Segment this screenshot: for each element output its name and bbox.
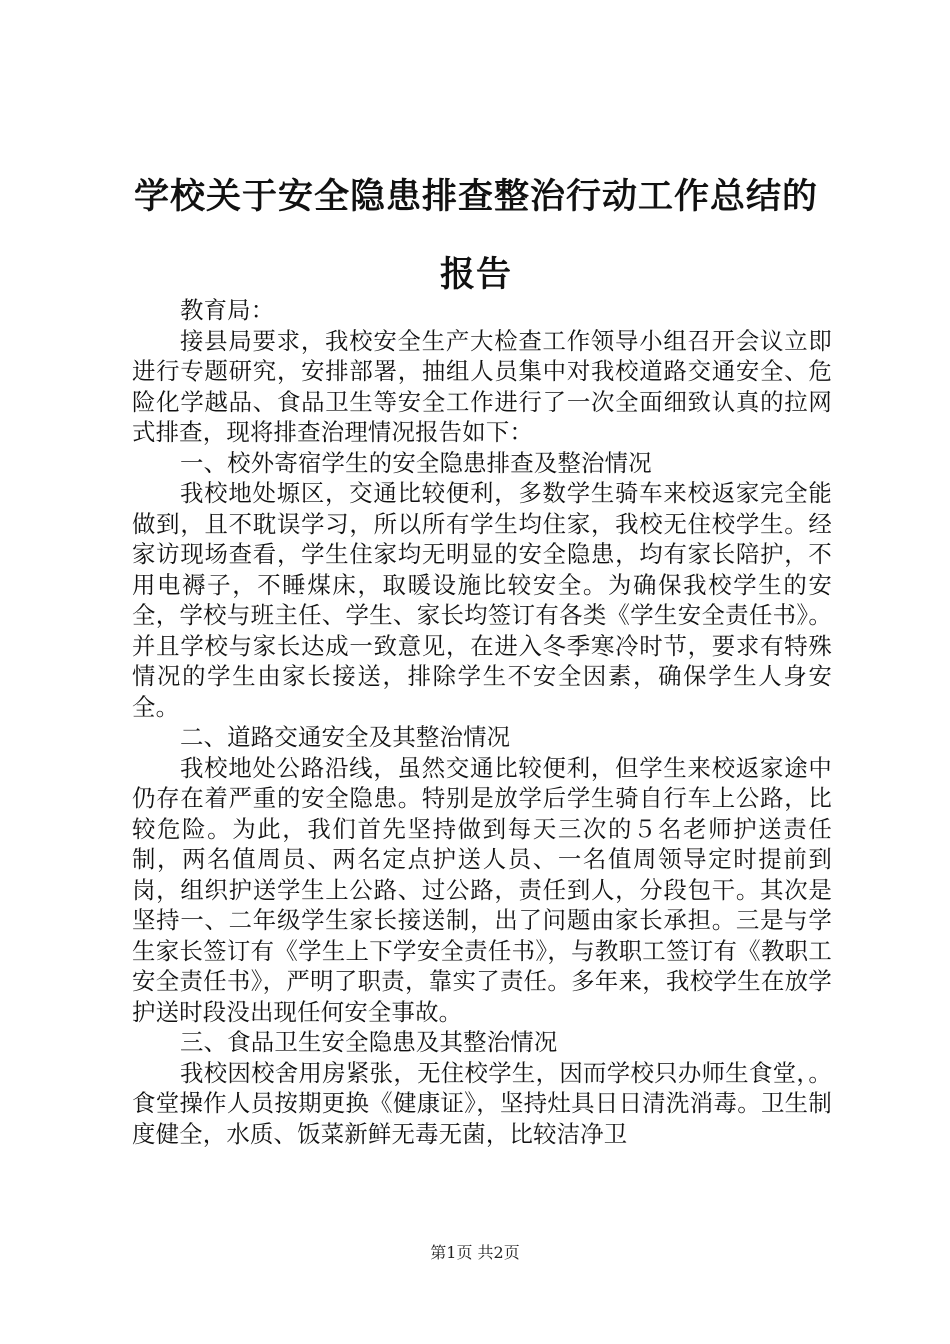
section-heading-1: 一、校外寄宿学生的安全隐患排查及整治情况 — [180, 448, 652, 477]
salutation: 教育局： — [180, 296, 275, 324]
document-title: 学校关于安全隐患排查整治行动工作总结的报告 — [133, 176, 818, 295]
paragraph-section-3: 我校因校舍用房紧张，无住校学生，因而学校只办师生食堂，。食堂操作人员按期更换《健康证》，坚持灶具日日清洗消毒。卫生制度健全，水质、饭菜新鲜无毒无菌，比较洁净卫 — [132, 1058, 832, 1148]
paragraph-section-1: 我校地处塬区，交通比较便利，多数学生骑车来校返家完全能做到，且不耽误学习，所以所有学生均住家，我校无住校学生。经家访现场查看，学生住家均无明显的安全隐患，均有家长陪护，不用电褥子，不睡煤床，取暖设施比较安全。为确保我校学生的安全，学校与班主任、学生、家长均签订有各类《学生安全责任书》。并且学校与家长达成一致意见，在进入冬季寒冷时节，要求有特殊情况的学生由家长接送，排除学生不安全因素，确保学生人身安全。 — [132, 479, 832, 721]
paragraph-intro: 接县局要求，我校安全生产大检查工作领导小组召开会议立即进行专题研究，安排部署，抽组人员集中对我校道路交通安全、危险化学越品、食品卫生等安全工作进行了一次全面细致认真的拉网式排查，现将排查治理情况报告如下： — [132, 326, 832, 446]
section-heading-3: 三、食品卫生安全隐患及其整治情况 — [180, 1028, 558, 1056]
section-heading-2: 二、道路交通安全及其整治情况 — [180, 723, 511, 751]
page-footer: 第1页 共2页 — [430, 1243, 520, 1262]
document-body — [132, 295, 832, 1149]
paragraph-section-2: 我校地处公路沿线，虽然交通比较便利，但学生来校返家途中仍存在着严重的安全隐患。特别是放学后学生骑自行车上公路，比较危险。为此，我们首先坚持做到每天三次的５名老师护送责任制，两名值周员、两名定点护送人员、一名值周领导定时提前到岗，组织护送学生上公路、过公路，责任到人，分段包干。其次是坚持一、二年级学生家长接送制，出了问题由家长承担。三是与学生家长签订有《学生上下学安全责任书》，与教职工签订有《教职工安全责任书》，严明了职责，靠实了责任。多年来，我校学生在放学护送时段没出现任何安全事故。 — [132, 753, 832, 1026]
